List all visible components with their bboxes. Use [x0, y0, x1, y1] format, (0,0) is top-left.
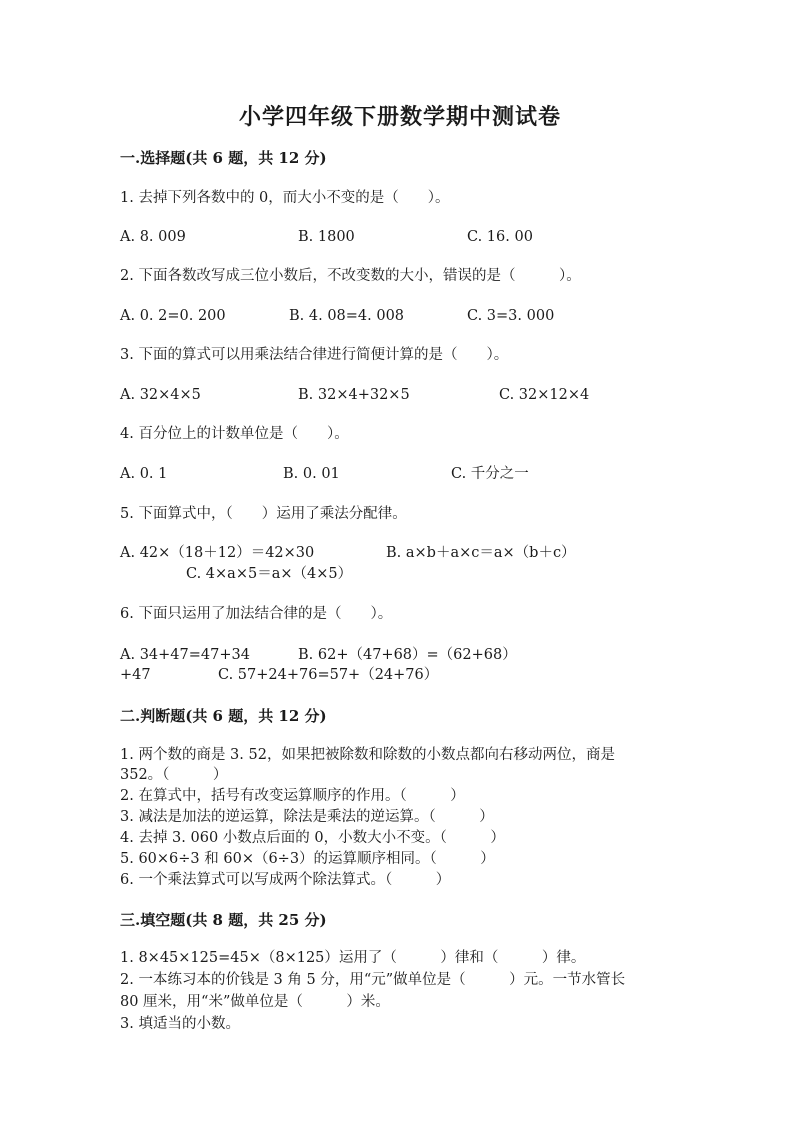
fill-item-1: 1. 8×45×125=45×（8×125）运用了（ ）律和（ ）律。	[120, 950, 586, 966]
section-heading-fill-blank: 三.填空题(共 8 题，共 25 分)	[120, 911, 327, 929]
q4-stem: 4. 百分位上的计数单位是（ ）。	[120, 426, 349, 442]
judgment-item-1-continued: 352。（ ）	[120, 767, 228, 783]
q3-stem: 3. 下面的算式可以用乘法结合律进行简便计算的是（ ）。	[120, 347, 509, 363]
q5-option-a: A. 42×（18＋12）＝42×30	[120, 545, 315, 561]
fill-item-2-continued: 80 厘米，用“米”做单位是（ ）米。	[120, 994, 390, 1010]
q4-option-b: B. 0. 01	[283, 466, 340, 482]
judgment-item-5: 5. 60×6÷3 和 60×（6÷3）的运算顺序相同。（ ）	[120, 851, 495, 867]
q6-option-b: B. 62+（47+68）=（62+68）	[298, 647, 517, 663]
fill-item-2: 2. 一本练习本的价钱是 3 角 5 分，用“元”做单位是（ ）元。一节水管长	[120, 972, 626, 988]
judgment-item-2: 2. 在算式中，括号有改变运算顺序的作用。（ ）	[120, 788, 465, 804]
q6-option-b-continued: +47	[120, 667, 151, 683]
q4-option-a: A. 0. 1	[120, 466, 168, 482]
q1-stem: 1. 去掉下列各数中的 0，而大小不变的是（ ）。	[120, 190, 450, 206]
q6-option-c: C. 57+24+76=57+（24+76）	[218, 667, 439, 683]
judgment-item-6: 6. 一个乘法算式可以写成两个除法算式。（ ）	[120, 872, 451, 888]
q1-option-c: C. 16. 00	[467, 229, 533, 245]
q1-option-b: B. 1800	[298, 229, 355, 245]
q2-option-c: C. 3=3. 000	[467, 308, 555, 324]
q5-option-b: B. a×b＋a×c＝a×（b＋c）	[386, 545, 576, 561]
judgment-item-1: 1. 两个数的商是 3. 52，如果把被除数和除数的小数点都向右移动两位，商是	[120, 747, 615, 763]
q2-option-b: B. 4. 08=4. 008	[289, 308, 405, 324]
q6-option-a: A. 34+47=47+34	[120, 647, 250, 663]
fill-item-3: 3. 填适当的小数。	[120, 1016, 240, 1032]
q3-option-c: C. 32×12×4	[499, 387, 590, 403]
q6-stem: 6. 下面只运用了加法结合律的是（ ）。	[120, 606, 393, 622]
q2-option-a: A. 0. 2=0. 200	[120, 308, 226, 324]
section-heading-choice: 一.选择题(共 6 题，共 12 分)	[120, 149, 327, 167]
q5-stem: 5. 下面算式中，（ ）运用了乘法分配律。	[120, 506, 407, 522]
judgment-item-4: 4. 去掉 3. 060 小数点后面的 0，小数大小不变。（ ）	[120, 830, 505, 846]
q4-option-c: C. 千分之一	[451, 466, 529, 482]
q2-stem: 2. 下面各数改写成三位小数后，不改变数的大小，错误的是（ ）。	[120, 268, 581, 284]
q3-option-b: B. 32×4+32×5	[298, 387, 410, 403]
q5-option-c: C. 4×a×5＝a×（4×5）	[186, 566, 353, 582]
section-heading-judgment: 二.判断题(共 6 题，共 12 分)	[120, 707, 327, 725]
q3-option-a: A. 32×4×5	[120, 387, 201, 403]
page-title: 小学四年级下册数学期中测试卷	[238, 104, 561, 130]
q1-option-a: A. 8. 009	[120, 229, 186, 245]
judgment-item-3: 3. 减法是加法的逆运算，除法是乘法的逆运算。（ ）	[120, 809, 494, 825]
